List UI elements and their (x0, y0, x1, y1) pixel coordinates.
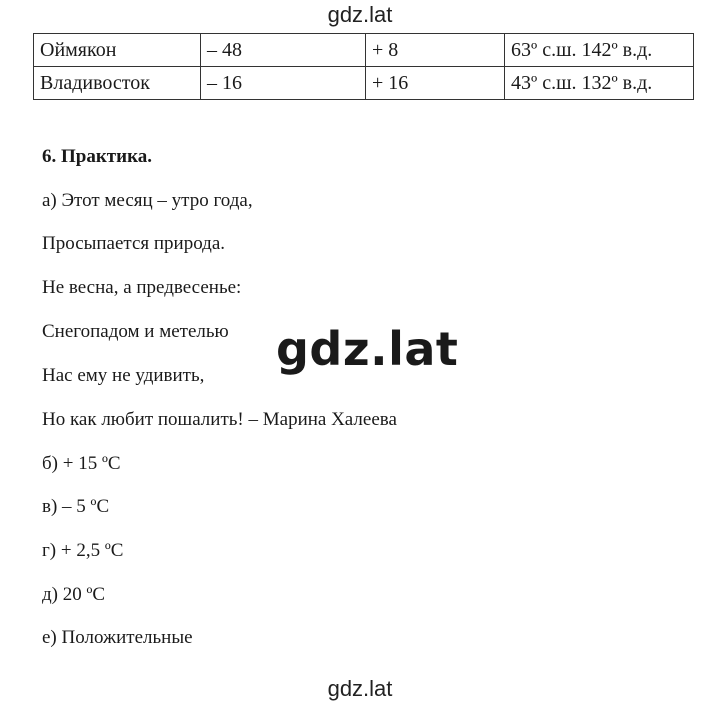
answer-line: е) Положительные (42, 627, 193, 648)
table-cell-city: Оймякон (34, 34, 201, 67)
section-heading: 6. Практика. (42, 146, 152, 167)
poem-line: Не весна, а предвесенье: (42, 277, 242, 298)
watermark-bottom: gdz.lat (327, 676, 393, 701)
poem-line: Но как любит пошалить! – Марина Халеева (42, 409, 397, 430)
answer-line: г) + 2,5 ºС (42, 540, 124, 561)
poem-line: Нас ему не удивить, (42, 365, 205, 386)
poem-line: Снегопадом и метелью (42, 321, 229, 342)
watermark-top: gdz.lat (327, 2, 393, 27)
table-cell-max-temp: + 8 (366, 34, 505, 67)
table-row (34, 34, 694, 67)
table-cell-coordinates: 63º с.ш. 142º в.д. (505, 34, 694, 67)
table-cell-max-temp: + 16 (366, 67, 505, 100)
table-row (34, 67, 694, 100)
table-cell-city: Владивосток (34, 67, 201, 100)
answer-line: а) Этот месяц – утро года, (42, 190, 253, 211)
answer-line: в) – 5 ºС (42, 496, 110, 517)
climate-table (33, 33, 694, 100)
answer-line: д) 20 ºС (42, 584, 106, 605)
table-cell-min-temp: – 16 (201, 67, 366, 100)
watermark-center: gdz.lat (276, 322, 459, 376)
table-cell-coordinates: 43º с.ш. 132º в.д. (505, 67, 694, 100)
answer-line: б) + 15 ºС (42, 453, 121, 474)
table-cell-min-temp: – 48 (201, 34, 366, 67)
poem-line: Просыпается природа. (42, 233, 226, 254)
